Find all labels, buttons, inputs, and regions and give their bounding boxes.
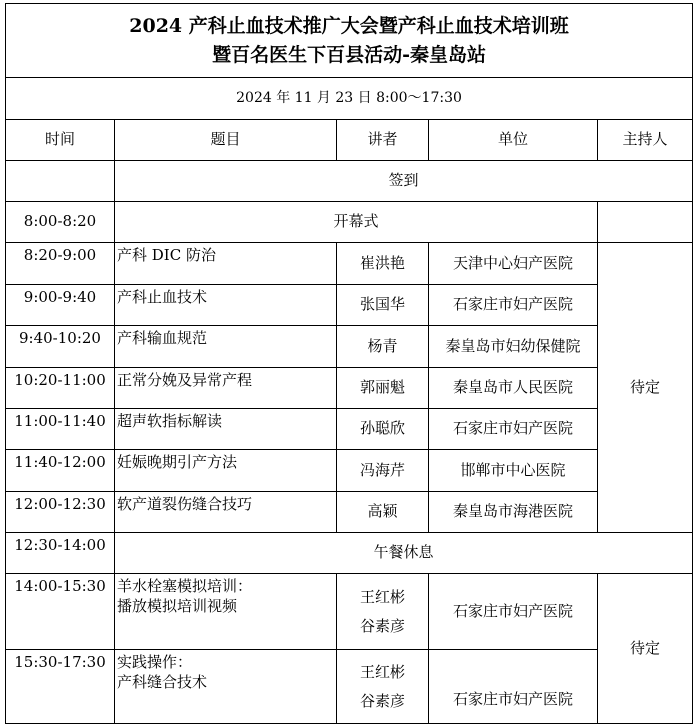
- session-time: 14:00-15:30: [6, 574, 115, 650]
- table-row: [6, 450, 693, 492]
- session-topic: 超声软指标解读: [115, 409, 337, 450]
- session-time: 8:20-9:00: [6, 243, 115, 285]
- session-speaker: 王红彬: [359, 588, 405, 606]
- session-topic: 产科止血技术: [115, 285, 337, 326]
- session-topic-line-2: 产科缝合技术: [117, 672, 208, 691]
- session-unit: 秦皇岛市妇幼保健院: [429, 326, 598, 368]
- session-time: 11:40-12:00: [6, 450, 115, 492]
- header-unit: 单位: [429, 120, 598, 161]
- opening-time: 8:00-8:20: [6, 202, 115, 243]
- table-row: [6, 492, 693, 533]
- session-speakers: [337, 650, 429, 724]
- session-unit: 石家庄市妇产医院: [429, 574, 598, 650]
- session-topic: 正常分娩及异常产程: [115, 368, 337, 409]
- session-topic: 产科 DIC 防治: [115, 243, 337, 285]
- title-line-1: 2024 产科止血技术推广大会暨产科止血技术培训班: [129, 15, 569, 37]
- session-topic: [115, 650, 337, 724]
- header-speaker: 讲者: [337, 120, 429, 161]
- session-time: 15:30-17:30: [6, 650, 115, 724]
- title-line-2: 暨百名医生下百县活动-秦皇岛站: [212, 43, 486, 66]
- session-speaker: 王红彬: [359, 663, 405, 681]
- afternoon-host: 待定: [598, 574, 693, 724]
- session-speaker: 谷素彦: [359, 616, 405, 635]
- sign-in-time: [6, 161, 115, 202]
- session-time: 9:40-10:20: [6, 326, 115, 368]
- session-topic: 妊娠晚期引产方法: [115, 450, 337, 492]
- session-unit: 石家庄市妇产医院: [429, 650, 598, 724]
- session-unit: 石家庄市妇产医院: [429, 409, 598, 450]
- session-time: 10:20-11:00: [6, 368, 115, 409]
- session-time: 11:00-11:40: [6, 409, 115, 450]
- session-topic: 产科输血规范: [115, 326, 337, 368]
- opening-label: 开幕式: [115, 202, 598, 243]
- session-topic: [115, 574, 337, 650]
- opening-row: [6, 202, 693, 243]
- lunch-time: 12:30-14:00: [6, 533, 115, 574]
- session-speakers: [337, 574, 429, 650]
- header-time: 时间: [6, 120, 115, 161]
- session-topic: 软产道裂伤缝合技巧: [115, 492, 337, 533]
- page-title: [6, 4, 693, 78]
- table-row: [6, 326, 693, 368]
- session-unit: 天津中心妇产医院: [429, 243, 598, 285]
- session-topic-line-1: 实践操作：: [117, 653, 193, 671]
- header-topic: 题目: [115, 120, 337, 161]
- session-speaker: 崔洪艳: [337, 243, 429, 285]
- opening-host: [598, 202, 693, 243]
- sign-in-label: 签到: [115, 161, 693, 202]
- lunch-row: [6, 533, 693, 574]
- session-speaker: 孙聪欣: [337, 409, 429, 450]
- session-topic-line-1: 羊水栓塞模拟培训：: [117, 577, 253, 595]
- session-speaker: 高颖: [337, 492, 429, 533]
- header-host: 主持人: [598, 120, 693, 161]
- session-speaker: 谷素彦: [359, 691, 405, 710]
- morning-host: 待定: [598, 243, 693, 533]
- header-row: [6, 120, 693, 161]
- event-date-time: 2024 年 11 月 23 日 8:00～17:30: [6, 78, 693, 120]
- session-unit: 秦皇岛市人民医院: [429, 368, 598, 409]
- table-row: [6, 409, 693, 450]
- session-speaker: 冯海芹: [337, 450, 429, 492]
- session-unit: 秦皇岛市海港医院: [429, 492, 598, 533]
- lunch-label: 午餐休息: [115, 533, 693, 574]
- session-time: 9:00-9:40: [6, 285, 115, 326]
- schedule-table: [5, 3, 693, 724]
- session-unit: 石家庄市妇产医院: [429, 285, 598, 326]
- session-unit: 邯郸市中心医院: [429, 450, 598, 492]
- table-row: [6, 574, 693, 650]
- table-row: [6, 285, 693, 326]
- session-speaker: 郭丽魁: [337, 368, 429, 409]
- table-row: [6, 243, 693, 285]
- session-speaker: 杨青: [337, 326, 429, 368]
- table-row: [6, 650, 693, 724]
- session-topic-line-2: 播放模拟培训视频: [117, 596, 238, 615]
- session-time: 12:00-12:30: [6, 492, 115, 533]
- session-speaker: 张国华: [337, 285, 429, 326]
- sign-in-row: [6, 161, 693, 202]
- table-row: [6, 368, 693, 409]
